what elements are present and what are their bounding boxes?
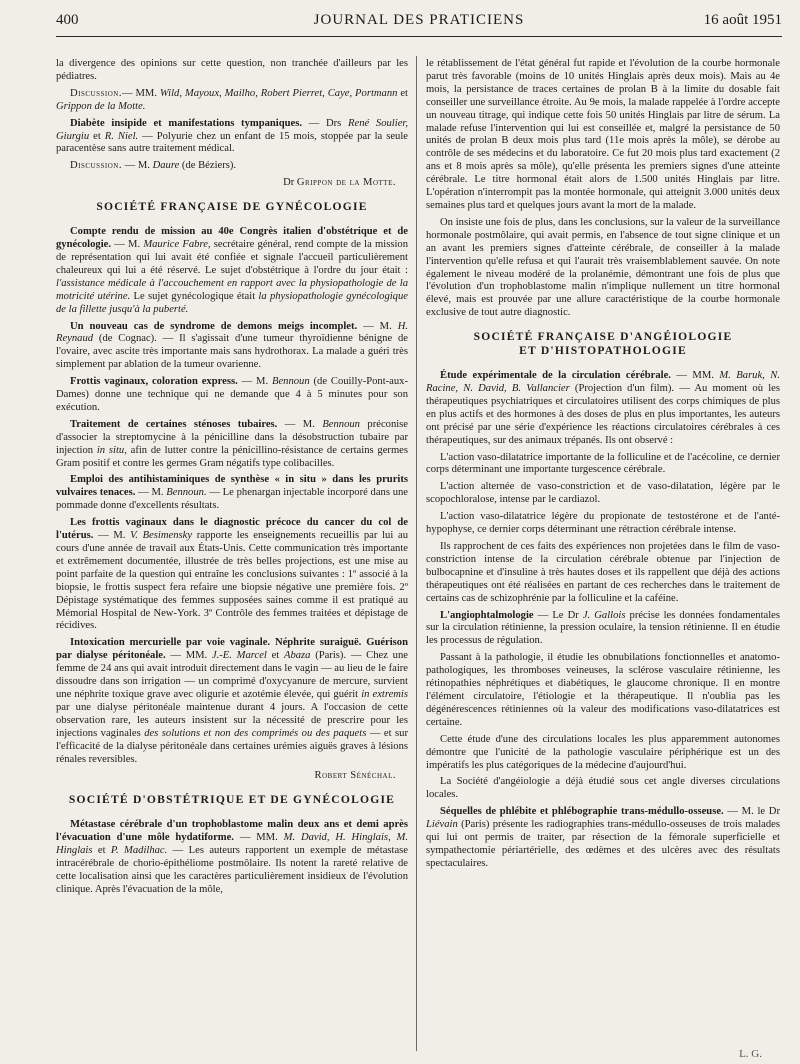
- issue-date: 16 août 1951: [703, 12, 782, 28]
- entry-frottis-express: Frottis vaginaux, coloration express. — M. Bennoun (de Couilly-Pont-aux-Dames) donne une technique qui ne demande que 4 à 5 minutes pour son exécution.: [56, 376, 408, 413]
- section-heading-gynecologie: SOCIÉTÉ FRANÇAISE DE GYNÉCOLOGIE: [96, 200, 368, 214]
- left-column: [56, 58, 408, 901]
- journal-title: JOURNAL DES PRATICIENS: [313, 12, 525, 28]
- entry-metastase: Métastase cérébrale d'un trophoblastome malin deux ans et demi après l'évacuation d'une môle hydatiforme. — MM. M. David, H. Hinglais, M. Hinglais et P. Madilhac. — Les auteurs rapportent un exemple de métastase intracérébrale de chorio-épithéliome postmôlaire. Ils notent la rareté relative de cette localisation ainsi que les caractères particulièrement insidieux de l'évolution clinique. Après l'évacuation de la môle,: [56, 819, 408, 895]
- signature-senechal: Robert Sénéchal.: [314, 770, 396, 782]
- entry-angiophtalmologie: L'angiophtalmologie — Le Dr J. Gallois précise les données fondamentales sur la circulation rétinienne, la pression oculaire, la tension rétinienne. Il en étudie les processus de régulation.: [426, 609, 780, 647]
- signature-lg: L. G.: [739, 1048, 762, 1060]
- paragraph-bulbocapnine: Ils rapprochent de ces faits des expériences non projetées dans le film de vaso-constriction intense de la circulation cérébrale obtenue par l'injection de bulbocapnine et d'insuline à très hautes doses et ils rappellent que déjà des actions thérapeutiques ont été réalisées en partant de ces recherches dans le traitement de certains cas de schizophrénie par la folliculine et la caféine.: [426, 541, 780, 604]
- paragraph-folliculine: L'action vaso-dilatatrice importante de la folliculine et de l'acécoline, ce dernier corps déterminant une importante turgescence cérébrale.: [426, 451, 780, 476]
- paragraph-pathologie: Passant à la pathologie, il étudie les obnubilations fonctionnelles et anatomo-pathologiques, les thromboses veineuses, la sclérose vasculaire rétinienne, les rétinopathies néphrétiques et diabétiques, le glaucome chronique. Il en montre l'élément circulatoire, l'étiologie et la thérapeutique. Il n'oublia pas les dégénérescences rétiniennes où la valeur des modifications vaso-dilatatrices est certaine.: [426, 652, 780, 728]
- column-divider: [416, 56, 417, 1051]
- signature-grippon: Dr Grippon de la Motte.: [283, 177, 396, 189]
- section-heading-angeiologie: SOCIÉTÉ FRANÇAISE D'ANGÉIOLOGIE ET D'HISTOPATHOLOGIE: [473, 330, 733, 358]
- paragraph-testosterone: L'action vaso-dilatatrice légère du propionate de testostérone et de l'anté-hypophyse, ce dernier corps déterminant une rétraction cérébrale intense.: [426, 511, 780, 536]
- paragraph-scopochloralose: L'action alternée de vaso-constriction et de vaso-dilatation, légère par le scopochloralose, intense par le cardiazol.: [426, 481, 780, 506]
- entry-circulation-cerebrale: Étude expérimentale de la circulation cérébrale. — MM. M. Baruk, N. Racine, N. David, B. Vallancier (Projection d'un film). — Au moment où les thérapeutiques psychiatriques et circulatoires utilisent des corps chimiques de plus en plus actifs et des hormones à des doses de plus en plus importantes, les auteurs ont précisé par une série d'expérience les réactions circulatoires cérébrales à ces thérapeutiques, sur des animaux trépanés. Ils ont observé :: [426, 370, 780, 446]
- paragraph-circulations-locales: Cette étude d'une des circulations locales les plus apparemment autonomes démontre que l'unicité de la pathologie vasculaire périphérique est un des impératifs les plus catégoriques de la médecine d'aujourd'hui.: [426, 733, 780, 771]
- entry-frottis-cancer: Les frottis vaginaux dans le diagnostic précoce du cancer du col de l'utérus. — M. V. Besimensky rapporte les enseignements recueillis par lui au cours d'une année de travail aux États-Unis. Cette communication très importante et extrêmement documentée, illustrée de très belles projections, est une mise au point parfaite de la question qui entraîne les conclusions suivantes : 1º associé à la biopsie, le frottis suspect fera refaire une biopsie négative une première fois. 2º Dépistage systématique des femmes supposées saines comme il est pratiqué au Mémorial Hospital de New-York. 3º Contrôle des femmes traitées et dépistage de récidives.: [56, 517, 408, 632]
- paragraph-continuation: le rétablissement de l'état général fut rapide et l'évolution de la courbe hormonale parut très favorable (moins de 10 unités Hinglais après deux mois). Mais au 4e mois, la persistance de traces certaines de prolan B à la limite du dosable fait conseiller une surveillance étroite. Au 9e mois, la malade rappelée à l'ordre accepte un nouveau titrage, qui indique cette fois 50 unités Hinglais par litre de sérum. La malade refuse l'intervention qui lui est conseillée et, malgré la persistance de 50 unités de prolan B deux mois plus tard (11e mois après la môle), se dérobe au contrôle de ses médecins et du laboratoire. Ce fut 20 mois plus tard exactement (2 ans et 8 mois après sa môle), qu'elle présenta les premiers signes d'une atteinte cérébrale. Le titre hormonal était alors de 1.500 unités Hinglais par litre. L'opération n'interrompit pas la montée hormonale, qui atteignit 3.000 unités deux semaines plus tard et quelques jours avant la mort de la malade.: [426, 58, 780, 211]
- discussion-1: Discussion.— MM. Wild, Mayoux, Mailho, Robert Pierret, Caye, Portmann et Grippon de la Motte.: [56, 87, 409, 112]
- paragraph-societe-angeiologie: La Société d'angéiologie a déjà étudié sous cet angle diverses circulations locales.: [426, 776, 780, 801]
- entry-antihistaminiques: Emploi des antihistaminiques de synthèse « in situ » dans les prurits vulvaires tenaces. — M. Bennoun. — Le phenargan injectable incorporé dans une pommade donne d'excellents résultats.: [56, 474, 409, 512]
- paragraph-conclusions: On insiste une fois de plus, dans les conclusions, sur la valeur de la surveillance hormonale postmôlaire, qui avait permis, en l'absence de tout signe clinique et un an avant les premiers signes d'atteinte cérébrale, de conseiller à la malade l'intervention qu'elle refusa et qui l'aurait très vraisemblablement sauvée. On note également le niveau modéré de la prolanémie, démontrant une fois de plus que l'évolution d'un trophoblastome malin n'implique nullement un titre hormonal élevé, mais est prouvée par une allure caractéristique de la courbe hormonale exclusive de tout autre diagnostic.: [426, 216, 780, 319]
- section-heading-obstetrique: SOCIÉTÉ D'OBSTÉTRIQUE ET DE GYNÉCOLOGIE: [68, 793, 396, 807]
- paragraph-intro: la divergence des opinions sur cette question, non tranchée d'ailleurs par les pédiatres.: [56, 58, 408, 82]
- discussion-2: Discussion. — M. Daure (de Béziers).: [70, 160, 237, 172]
- entry-intoxication-mercurielle: Intoxication mercurielle par voie vaginale. Néphrite suraiguë. Guérison par dialyse péritonéale. — MM. J.-E. Marcel et Abaza (Paris). — Chez une femme de 24 ans qui avait introduit directement dans le vagin — au lieu de le faire dissoudre dans son irrigation — un comprimé d'oxycyanure de mercure, survient une néphrite toxique grave avec oligurie et azotémie élevée, qui guérit in extremis par une dialyse péritonéale maintenue durant 4 jours. A l'occasion de cette observation rare, les auteurs insistent sur la nécessité de prescrire pour les injections vaginales des solutions et non des comprimés ou des paquets — et sur l'efficacité de la dialyse péritonéale dans certaines urémies aiguës graves à lésions rénales reversibles.: [56, 637, 408, 765]
- page-number: 400: [56, 12, 79, 28]
- entry-diabete: Diabète insipide et manifestations tympaniques. — Drs René Soulier, Giurgiu et R. Niel. — Polyurie chez un enfant de 15 mois, stoppée par la seule paracentèse sans autre traitement médical.: [56, 117, 408, 155]
- entry-demons-meigs: Un nouveau cas de syndrome de demons meigs incomplet. — M. H. Reynaud (de Cognac). — Il s'agissait d'une tumeur thyroïdienne bénigne de l'ovaire, avec ascite très importante mais sans hydrothorax. La malade a guéri très simplement par ablation de la tumeur ovarienne.: [56, 320, 408, 371]
- right-column: [426, 58, 780, 875]
- entry-compte-rendu: Compte rendu de mission au 40e Congrès italien d'obstétrique et de gynécologie. — M. Maurice Fabre, secrétaire général, rend compte de la mission de représentation qui lui avait été confiée et signale l'accueil particulièrement chaleureux qui lui a été réservé. Le sujet d'obstétrique à l'ordre du jour était : l'assistance médicale à l'accouchement en rapport avec la physiopathologie de la motricité utérine. Le sujet gynécologique était la physiopathologie gynécologique de la fillette jusqu'à la puberté.: [56, 226, 408, 315]
- entry-phlebite: Séquelles de phlébite et phlébographie trans-médullo-osseuse. — M. le Dr Liévain (Paris) présente les radiographies trans-médullo-osseuses de trois malades qui lui ont permis de traiter, par résection de la fémorale superficielle et sympathectomie périartérielle, des œdèmes et des ulcères avec des résultats spectaculaires.: [426, 806, 780, 869]
- entry-stenoses-tubaires: Traitement de certaines sténoses tubaires. — M. Bennoun préconise d'associer la streptomycine à la pénicilline dans la désobstruction tubaire par injection in situ, afin de lutter contre la pénicillino-résistance de certains germes Gram positif et contre les germes Gram négatifs type colibacilles.: [56, 418, 409, 469]
- page-header: [56, 12, 782, 37]
